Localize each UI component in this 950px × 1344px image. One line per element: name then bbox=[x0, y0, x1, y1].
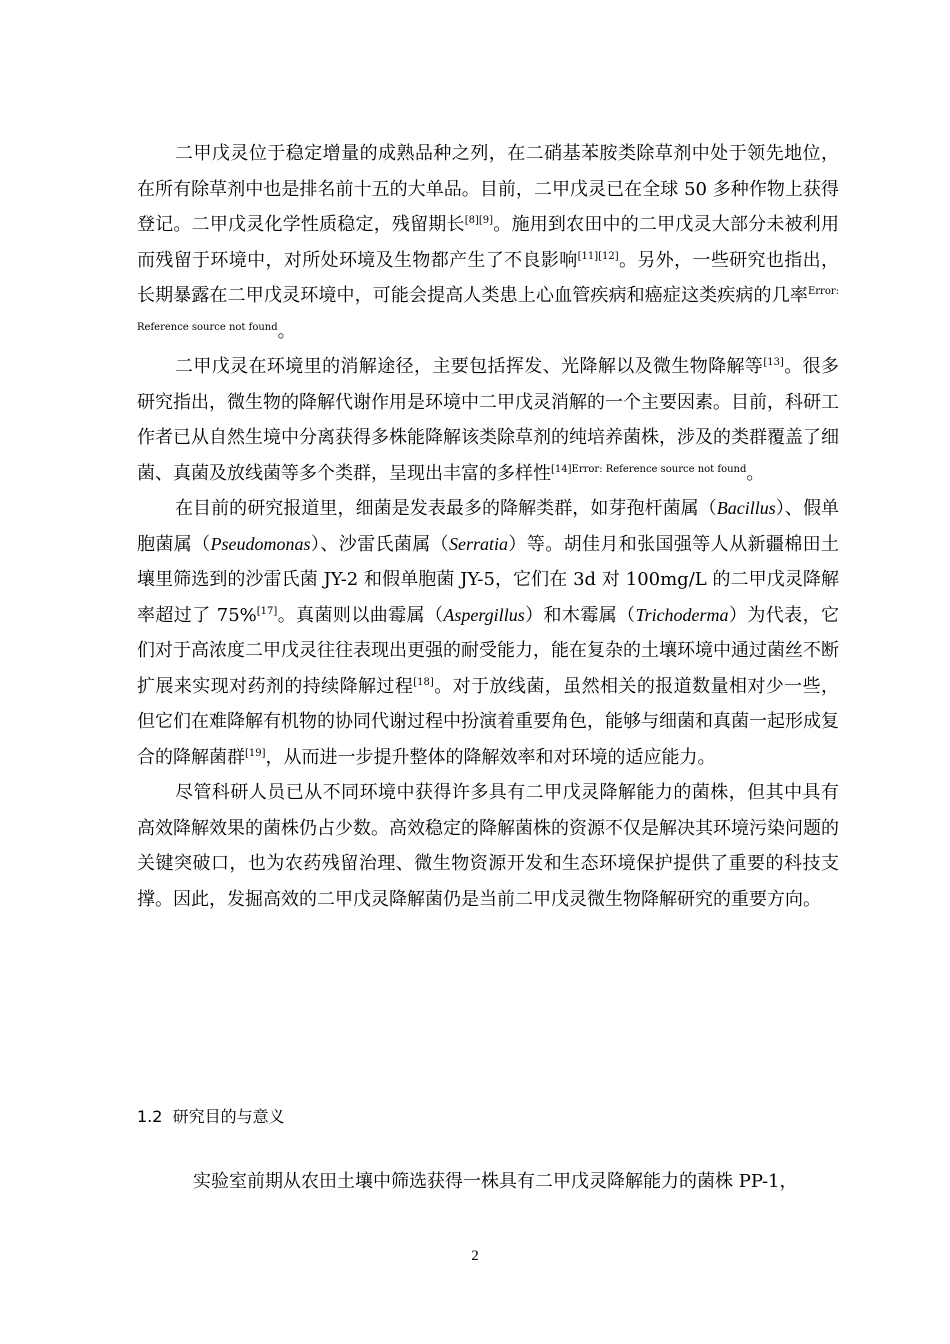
genus-name: Trichoderma bbox=[635, 604, 729, 625]
text-run: 。真菌则以曲霉属（ bbox=[277, 604, 444, 626]
citation-error: Error: Reference source not found bbox=[137, 286, 839, 333]
citation-error: [14]Error: Reference source not found bbox=[551, 463, 747, 475]
text-run: ，从而进一步提升整体的降解效率和对环境的适应能力。 bbox=[265, 746, 716, 768]
section-number: 1.2 bbox=[137, 1107, 163, 1126]
paragraph-2 bbox=[137, 349, 839, 491]
text-run: ）为代表，它们对于高浓度二甲戊灵往往表现出更强的耐受能力，能在复杂的土壤环境中通过菌丝不断扩展来实现对药剂的持续降解过程 bbox=[137, 604, 839, 697]
citation: [18] bbox=[413, 676, 434, 688]
text-run: ）和木霉属（ bbox=[524, 604, 636, 626]
citation: [19] bbox=[245, 747, 266, 759]
text-run: 。 bbox=[746, 462, 765, 484]
text-run: 二甲戊灵在环境里的消解途径，主要包括挥发、光降解以及微生物降解等 bbox=[175, 356, 764, 377]
text-run: 。对于放线菌，虽然相关的报道数量相对少一些，但它们在难降解有机物的协同代谢过程中扮演着重要角色，能够与细菌和真菌一起形成复合的降解菌群 bbox=[137, 675, 840, 768]
text-run: ）、沙雷氏菌属（ bbox=[310, 533, 450, 555]
citation: [13] bbox=[763, 357, 784, 368]
text-run: 。很多研究指出，微生物的降解代谢作用是环境中二甲戊灵消解的一个主要因素。目前，科研工作者已从自然生境中分离获得多株能降解该类除草剂的纯培养菌株，涉及的类群覆盖了细菌、真菌及放线菌等多个类群，呈现出丰富的多样性 bbox=[137, 356, 839, 484]
section-title: 研究目的与意义 bbox=[172, 1107, 285, 1126]
genus-name: Aspergillus bbox=[443, 604, 525, 625]
genus-name: Serratia bbox=[449, 533, 509, 554]
section-heading bbox=[137, 1106, 285, 1128]
body-text bbox=[137, 136, 839, 917]
text-run: 在目前的研究报道里，细菌是发表最多的降解类群，如芽孢杆菌属（ bbox=[175, 498, 717, 519]
text-run: 。另外，一些研究也指出，长期暴露在二甲戊灵环境中，可能会提高人类患上心血管疾病和癌症这类疾病的几率 bbox=[137, 249, 839, 306]
genus-name: Bacillus bbox=[716, 498, 776, 518]
paragraph-5: 实验室前期从农田土壤中筛选获得一株具有二甲戊灵降解能力的菌株 PP-1， bbox=[193, 1171, 798, 1192]
paragraph-4 bbox=[137, 775, 839, 917]
citation: [11][12] bbox=[577, 250, 619, 262]
page-number: 2 bbox=[471, 1248, 479, 1264]
section-body bbox=[137, 1164, 839, 1200]
citation: [8][9] bbox=[464, 215, 494, 226]
text-run: 尽管科研人员已从不同环境中获得许多具有二甲戊灵降解能力的菌株，但其中具有高效降解效果的菌株仍占少数。高效稳定的降解菌株的资源不仅是解决其环境污染问题的关键突破口，也为农药残留治理、微生物资源开发和生态环境保护提供了重要的科技支撑。因此，发掘高效的二甲戊灵降解菌仍是当前二甲戊灵微生物降解研究的重要方向。 bbox=[137, 782, 839, 910]
text-run: 二甲戊灵位于稳定增量的成熟品种之列，在二硝基苯胺类除草剂中处于领先地位，在所有除草剂中也是排名前十五的大单品。目前，二甲戊灵已在全球 50 多种作物上获得登记。二甲戊灵化学性质稳定，残留期长 bbox=[137, 143, 839, 235]
citation: [17] bbox=[256, 605, 278, 617]
text-run: 。 bbox=[277, 320, 296, 342]
text-run: ）等。胡佳月和张国强等人从新疆棉田土壤里筛选到的沙雷氏菌 JY-2 和假单胞菌 JY-5，它们在 3d 对 100mg/L 的二甲戊灵降解率超过了 75% bbox=[137, 533, 840, 626]
text-run: 。施用到农田中的二甲戊灵大部分未被利用而残留于环境中，对所处环境及生物都产生了不良影响 bbox=[137, 214, 840, 271]
text-run: ）、假单胞菌属（ bbox=[137, 498, 840, 555]
paragraph-3 bbox=[137, 491, 839, 775]
genus-name: Pseudomonas bbox=[210, 533, 311, 554]
paragraph-1 bbox=[137, 136, 839, 349]
